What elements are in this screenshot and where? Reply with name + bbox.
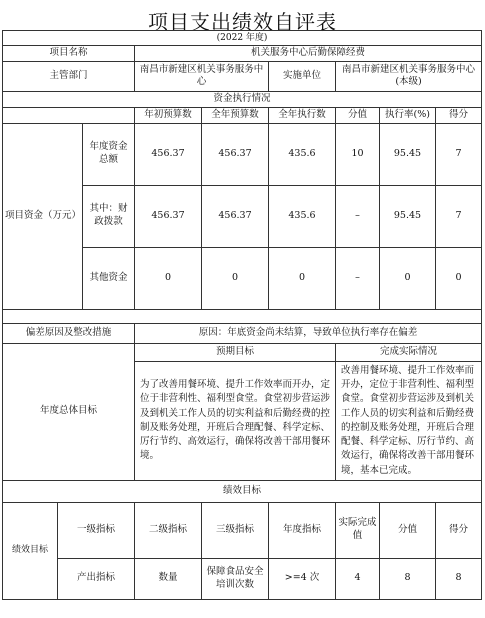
funds-cell: 456.37	[202, 185, 269, 247]
perf-header: 得分	[436, 502, 482, 558]
funds-header: 年初预算数	[135, 107, 202, 123]
deviation-label: 偏差原因及整改措施	[3, 323, 135, 343]
deviation-value: 原因：年底资金尚未结算，导致单位执行率存在偏差	[135, 323, 482, 343]
funds-cell: –	[336, 247, 380, 309]
funds-cell: 95.45	[380, 123, 436, 185]
funds-cell: 7	[436, 185, 482, 247]
perf-header: 年度指标	[269, 502, 336, 558]
perf-side-label: 绩效目标	[3, 502, 58, 599]
dept-label: 主管部门	[3, 61, 135, 91]
funds-cell: 0	[135, 247, 202, 309]
project-name-value: 机关服务中心后勤保障经费	[135, 46, 482, 62]
perf-cell: 8	[380, 558, 436, 599]
funds-cell: 456.37	[135, 123, 202, 185]
funds-cell: –	[336, 185, 380, 247]
funds-header: 得分	[436, 107, 482, 123]
perf-cell: >=4 次	[269, 558, 336, 599]
funds-header: 执行率(%)	[380, 107, 436, 123]
expected-goal-header: 预期目标	[135, 343, 336, 361]
annual-goal-label: 年度总体目标	[3, 343, 135, 480]
perf-header: 分值	[380, 502, 436, 558]
funds-cell: 435.6	[269, 185, 336, 247]
funds-group-label: 项目资金（万元）	[3, 123, 83, 309]
funds-row-label: 其他资金	[83, 247, 135, 309]
actual-status-text: 改善用餐环境、提升工作效率而开办，定位于非营利性、福利型食堂。食堂初步营运涉及到机关工作人员的切实利益和后勤经费的控制及账务处理，开班后合理配餐、科学定标、厉行节约、高效运行，确保将改善干部用餐环境，基本已完成。	[336, 361, 482, 480]
funds-cell: 0	[202, 247, 269, 309]
funds-row-label: 其中：财政拨款	[83, 185, 135, 247]
perf-header: 一级指标	[58, 502, 135, 558]
project-name-label: 项目名称	[3, 46, 135, 62]
impl-label: 实施单位	[269, 61, 336, 91]
perf-cell: 保障食品安全培训次数	[202, 558, 269, 599]
perf-header: 实际完成值	[336, 502, 380, 558]
perf-cell: 数量	[135, 558, 202, 599]
funds-cell: 0	[269, 247, 336, 309]
funds-cell: 435.6	[269, 123, 336, 185]
funds-header: 全年执行数	[269, 107, 336, 123]
perf-header: 二级指标	[135, 502, 202, 558]
blank-spacer-row	[3, 309, 482, 323]
funds-cell: 456.37	[135, 185, 202, 247]
funds-cell: 10	[336, 123, 380, 185]
perf-cell: 8	[436, 558, 482, 599]
funds-header: 分值	[336, 107, 380, 123]
perf-header: 三级指标	[202, 502, 269, 558]
impl-value: 南昌市新建区机关事务服务中心(本级)	[336, 61, 482, 91]
year-label: (2022 年度)	[3, 31, 482, 46]
page-title: 项目支出绩效自评表	[148, 10, 337, 34]
evaluation-table	[2, 30, 482, 600]
funds-section-header: 资金执行情况	[3, 91, 482, 107]
funds-cell: 0	[380, 247, 436, 309]
funds-header: 全年预算数	[202, 107, 269, 123]
perf-cell: 4	[336, 558, 380, 599]
actual-status-header: 完成实际情况	[336, 343, 482, 361]
perf-cell: 产出指标	[58, 558, 135, 599]
funds-row-label: 年度资金总额	[83, 123, 135, 185]
dept-value: 南昌市新建区机关事务服务中心	[135, 61, 269, 91]
funds-cell: 7	[436, 123, 482, 185]
funds-header-blank	[3, 107, 135, 123]
funds-cell: 456.37	[202, 123, 269, 185]
expected-goal-text: 为了改善用餐环境、提升工作效率而开办，定位于非营利性、福利型食堂。食堂初步营运涉及到机关工作人员的切实利益和后勤经费的控制及账务处理，开班后合理配餐、科学定标、厉行节约、高效运行，确保将改善干部用餐环境。	[135, 361, 336, 480]
funds-cell: 0	[436, 247, 482, 309]
perf-section-header: 绩效目标	[3, 480, 482, 502]
funds-cell: 95.45	[380, 185, 436, 247]
